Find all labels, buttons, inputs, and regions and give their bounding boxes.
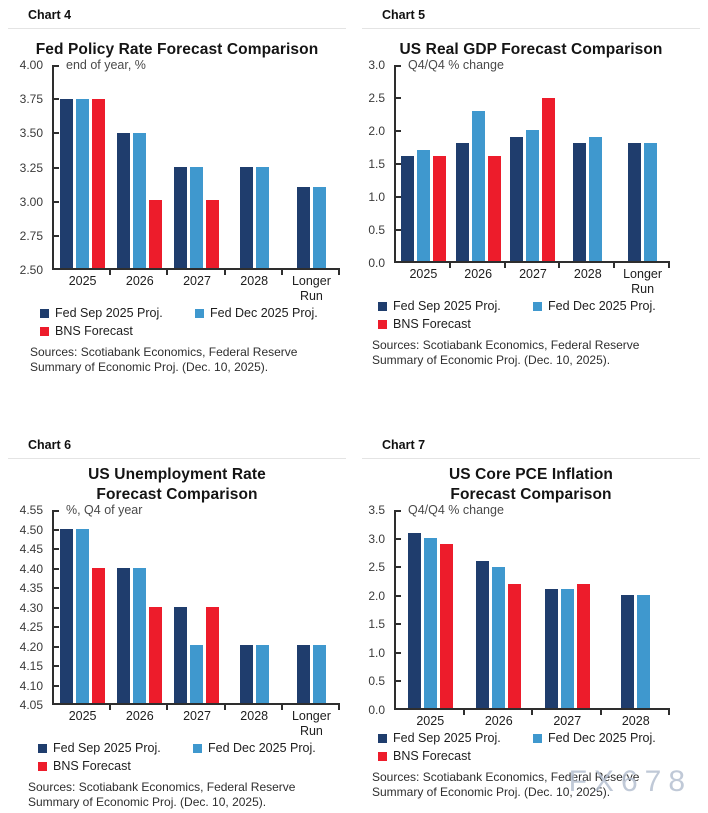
legend-label: Fed Dec 2025 Proj. [548, 299, 656, 313]
bar-group [54, 65, 111, 268]
axis-unit-note: Q4/Q4 % change [408, 503, 504, 517]
legend-item [40, 306, 195, 321]
bar [133, 568, 146, 703]
chart-panel-7 [354, 430, 708, 813]
x-tick-mark [224, 705, 226, 710]
plot-row [0, 58, 354, 277]
legend-item [378, 317, 533, 332]
bar [542, 98, 555, 261]
y-tick-label: 4.30 [19, 600, 43, 615]
chart-panel-6 [0, 430, 354, 813]
plot-row [0, 503, 354, 712]
x-tick-mark [166, 705, 168, 710]
x-category-label: 2028 [573, 267, 602, 281]
y-tick-label: 1.0 [368, 645, 385, 660]
bar [92, 99, 105, 268]
bar [589, 137, 602, 261]
legend-label: Fed Sep 2025 Proj. [393, 731, 501, 745]
y-axis-labels [0, 58, 52, 277]
bar [621, 595, 634, 708]
y-tick-label: 2.5 [368, 560, 385, 575]
y-tick-label: 2.75 [19, 228, 43, 243]
chart-title [6, 465, 348, 505]
x-axis-labels [54, 709, 340, 739]
bar [472, 111, 485, 261]
legend [0, 306, 354, 339]
chart-number-label: Chart 4 [28, 8, 72, 22]
bar [526, 130, 539, 261]
panel-divider [8, 458, 346, 459]
y-tick-label: 0.0 [368, 703, 385, 717]
bar [190, 167, 203, 269]
x-category-label: 2026 [125, 709, 154, 723]
bar [488, 156, 501, 261]
y-tick-label: 4.40 [19, 561, 43, 576]
panel-divider [362, 28, 700, 29]
legend-item [38, 741, 193, 756]
x-tick-mark [281, 705, 283, 710]
chart-title [360, 465, 702, 505]
bar-group [465, 510, 534, 708]
plot-area [52, 503, 340, 705]
x-tick-mark [109, 270, 111, 275]
legend-item [378, 299, 533, 314]
y-tick-label: 4.10 [19, 678, 43, 693]
x-category-label: 2028 [621, 714, 650, 728]
x-tick-mark [338, 705, 340, 710]
bar [149, 607, 162, 704]
y-tick-label: 0.5 [368, 674, 385, 689]
legend-swatch [38, 762, 47, 771]
x-axis-labels [54, 274, 340, 304]
panel-divider [362, 458, 700, 459]
y-tick-label: 4.00 [19, 58, 43, 72]
legend-swatch [378, 752, 387, 761]
x-tick-mark [281, 270, 283, 275]
axis-unit-note: %, Q4 of year [66, 503, 143, 517]
legend-item [40, 324, 195, 339]
chart-panel-4 [0, 0, 354, 412]
y-tick-label: 0.0 [368, 256, 385, 270]
bar [60, 99, 73, 268]
x-category-label: 2026 [125, 274, 154, 288]
bar-group [226, 65, 283, 268]
y-tick-label: 2.50 [19, 263, 43, 277]
bar-group [168, 65, 225, 268]
bar-group [615, 65, 670, 261]
bar [456, 143, 469, 261]
x-category-label: 2025 [68, 274, 97, 288]
legend-label: Fed Dec 2025 Proj. [210, 306, 318, 320]
bar [240, 645, 253, 703]
bar [117, 568, 130, 703]
y-tick-label: 4.35 [19, 581, 43, 595]
bar-group [283, 510, 340, 703]
y-axis-labels [354, 58, 394, 270]
legend-swatch [378, 302, 387, 311]
x-tick-mark [463, 710, 465, 715]
bar-group [226, 510, 283, 703]
chart-body [0, 503, 354, 739]
chart-title-line: Fed Policy Rate Forecast Comparison [35, 41, 319, 58]
legend-swatch [533, 302, 542, 311]
legend-swatch [195, 309, 204, 318]
bar [149, 200, 162, 268]
x-category-label: 2026 [484, 714, 513, 728]
y-tick-label: 1.5 [368, 157, 385, 171]
chart-number-label: Chart 5 [382, 8, 426, 22]
x-category-label: Longer Run [291, 709, 331, 738]
bar [408, 533, 421, 708]
y-tick-label: 4.05 [19, 698, 43, 712]
legend-label: Fed Dec 2025 Proj. [208, 741, 316, 755]
y-tick-label: 3.25 [19, 160, 43, 175]
bar [256, 167, 269, 269]
x-tick-mark [504, 263, 506, 268]
bar [401, 156, 414, 261]
bar [508, 584, 521, 708]
legend-label: BNS Forecast [393, 749, 471, 763]
chart-number-label: Chart 7 [382, 438, 426, 452]
bar [440, 544, 453, 708]
x-category-label: 2026 [464, 267, 493, 281]
legend-item [378, 749, 533, 764]
bar [117, 133, 130, 268]
y-tick-label: 1.5 [368, 617, 385, 632]
x-category-label: 2028 [240, 274, 269, 288]
legend-swatch [193, 744, 202, 753]
bar [510, 137, 523, 261]
chart-title-line: US Real GDP Forecast Comparison [399, 41, 663, 58]
x-category-label: 2027 [183, 274, 211, 288]
legend [354, 299, 708, 332]
bar [637, 595, 650, 708]
x-tick-mark [668, 710, 670, 715]
y-tick-label: 2.0 [368, 124, 385, 138]
x-tick-mark [558, 263, 560, 268]
bar [297, 187, 310, 268]
bar [206, 200, 219, 268]
y-tick-label: 4.15 [19, 659, 43, 673]
x-tick-mark [531, 710, 533, 715]
legend-swatch [38, 744, 47, 753]
y-tick-label: 4.55 [19, 503, 43, 517]
bar-group [111, 510, 168, 703]
x-category-label: 2027 [519, 267, 547, 281]
watermark-text: FX678 [568, 765, 692, 798]
y-tick-label: 2.5 [368, 91, 385, 105]
sources-note: Sources: Scotiabank Economics, Federal Reserve Summary of Economic Proj. (Dec. 10, 2025). [372, 338, 640, 367]
chart-title-line: US Core PCE Inflation [448, 466, 613, 483]
legend-swatch [378, 734, 387, 743]
bar-group [506, 65, 561, 261]
bar [492, 567, 505, 708]
axis-unit-note: Q4/Q4 % change [408, 58, 504, 72]
sources-note: Sources: Scotiabank Economics, Federal Reserve Summary of Economic Proj. (Dec. 10, 2025). [30, 345, 298, 374]
bar-group [283, 65, 340, 268]
axis-unit-note: end of year, % [66, 58, 146, 72]
bar-group [396, 510, 465, 708]
legend-swatch [40, 327, 49, 336]
bar [256, 645, 269, 703]
chart-body [0, 58, 354, 304]
x-category-label: 2025 [416, 714, 445, 728]
legend-item [533, 299, 656, 314]
bar [424, 538, 437, 708]
bar-group [451, 65, 506, 261]
y-axis-labels [354, 503, 394, 717]
y-tick-label: 4.20 [19, 639, 43, 654]
y-tick-label: 3.00 [19, 194, 43, 209]
legend-swatch [533, 734, 542, 743]
bar [417, 150, 430, 261]
bar [644, 143, 657, 261]
sources-note: Sources: Scotiabank Economics, Federal Reserve Summary of Economic Proj. (Dec. 10, 2025). [372, 770, 640, 799]
chart-body [354, 58, 708, 297]
sources-note: Sources: Scotiabank Economics, Federal Reserve Summary of Economic Proj. (Dec. 10, 2025). [28, 780, 296, 809]
x-category-label: 2027 [183, 709, 211, 723]
x-tick-mark [109, 705, 111, 710]
x-tick-mark [166, 270, 168, 275]
y-tick-label: 1.0 [368, 190, 385, 204]
legend-item [533, 731, 656, 746]
x-category-label: Longer Run [623, 267, 663, 296]
chart-title-line: US Unemployment Rate [88, 466, 266, 483]
bar [313, 645, 326, 703]
plot-area [394, 58, 670, 263]
y-tick-label: 3.5 [368, 503, 385, 517]
y-tick-label: 4.50 [19, 522, 43, 537]
bar [174, 167, 187, 269]
bar-group [168, 510, 225, 703]
plot-row [354, 58, 708, 270]
bar [133, 133, 146, 268]
bar [174, 607, 187, 704]
legend-label: Fed Sep 2025 Proj. [55, 306, 163, 320]
x-tick-mark [449, 263, 451, 268]
x-tick-mark [668, 263, 670, 268]
chart-title-line: Forecast Comparison [96, 486, 258, 503]
x-category-label: 2025 [409, 267, 438, 281]
plot-row [354, 503, 708, 717]
legend-label: Fed Dec 2025 Proj. [548, 731, 656, 745]
chart-title [360, 39, 702, 60]
y-tick-label: 0.5 [368, 223, 385, 237]
bar-group [533, 510, 602, 708]
bar [628, 143, 641, 261]
bar [206, 607, 219, 704]
legend [0, 741, 354, 774]
y-tick-label: 3.0 [368, 58, 385, 72]
bar-group [396, 65, 451, 261]
bar [76, 529, 89, 703]
chart-panel-5 [354, 0, 708, 412]
bar [60, 529, 73, 703]
y-axis-labels [0, 503, 52, 712]
legend-item [193, 741, 316, 756]
plot-area [52, 58, 340, 270]
x-category-label: 2028 [240, 709, 269, 723]
bar [545, 589, 558, 708]
bar [577, 584, 590, 708]
chart-body [354, 503, 708, 729]
x-category-label: Longer Run [291, 274, 331, 303]
x-tick-mark [224, 270, 226, 275]
bar [76, 99, 89, 268]
legend-label: BNS Forecast [393, 317, 471, 331]
bar [297, 645, 310, 703]
panel-divider [8, 28, 346, 29]
legend [354, 731, 708, 764]
bar-group [54, 510, 111, 703]
x-tick-mark [600, 710, 602, 715]
legend-label: Fed Sep 2025 Proj. [53, 741, 161, 755]
bar [313, 187, 326, 268]
bar [190, 645, 203, 703]
y-tick-label: 2.0 [368, 588, 385, 603]
chart-title [6, 39, 348, 60]
legend-item [378, 731, 533, 746]
x-axis-labels [396, 267, 670, 297]
plot-area [394, 503, 670, 710]
bar [573, 143, 586, 261]
y-tick-label: 3.50 [19, 126, 43, 141]
legend-item [195, 306, 318, 321]
chart-number-label: Chart 6 [28, 438, 72, 452]
legend-swatch [378, 320, 387, 329]
bar [561, 589, 574, 708]
bar-group [602, 510, 671, 708]
chart-title-line: Forecast Comparison [450, 486, 612, 503]
bar [433, 156, 446, 261]
legend-item [38, 759, 193, 774]
x-tick-mark [613, 263, 615, 268]
legend-swatch [40, 309, 49, 318]
y-tick-label: 3.0 [368, 531, 385, 546]
legend-label: Fed Sep 2025 Proj. [393, 299, 501, 313]
y-tick-label: 4.25 [19, 620, 43, 634]
legend-label: BNS Forecast [55, 324, 133, 338]
bar [476, 561, 489, 708]
bar-group [560, 65, 615, 261]
y-tick-label: 4.45 [19, 542, 43, 556]
bar [92, 568, 105, 703]
x-tick-mark [338, 270, 340, 275]
bar-group [111, 65, 168, 268]
bar [240, 167, 253, 269]
y-tick-label: 3.75 [19, 92, 43, 107]
x-category-label: 2025 [68, 709, 97, 723]
x-category-label: 2027 [553, 714, 582, 728]
legend-label: BNS Forecast [53, 759, 131, 773]
x-axis-labels [396, 714, 670, 729]
